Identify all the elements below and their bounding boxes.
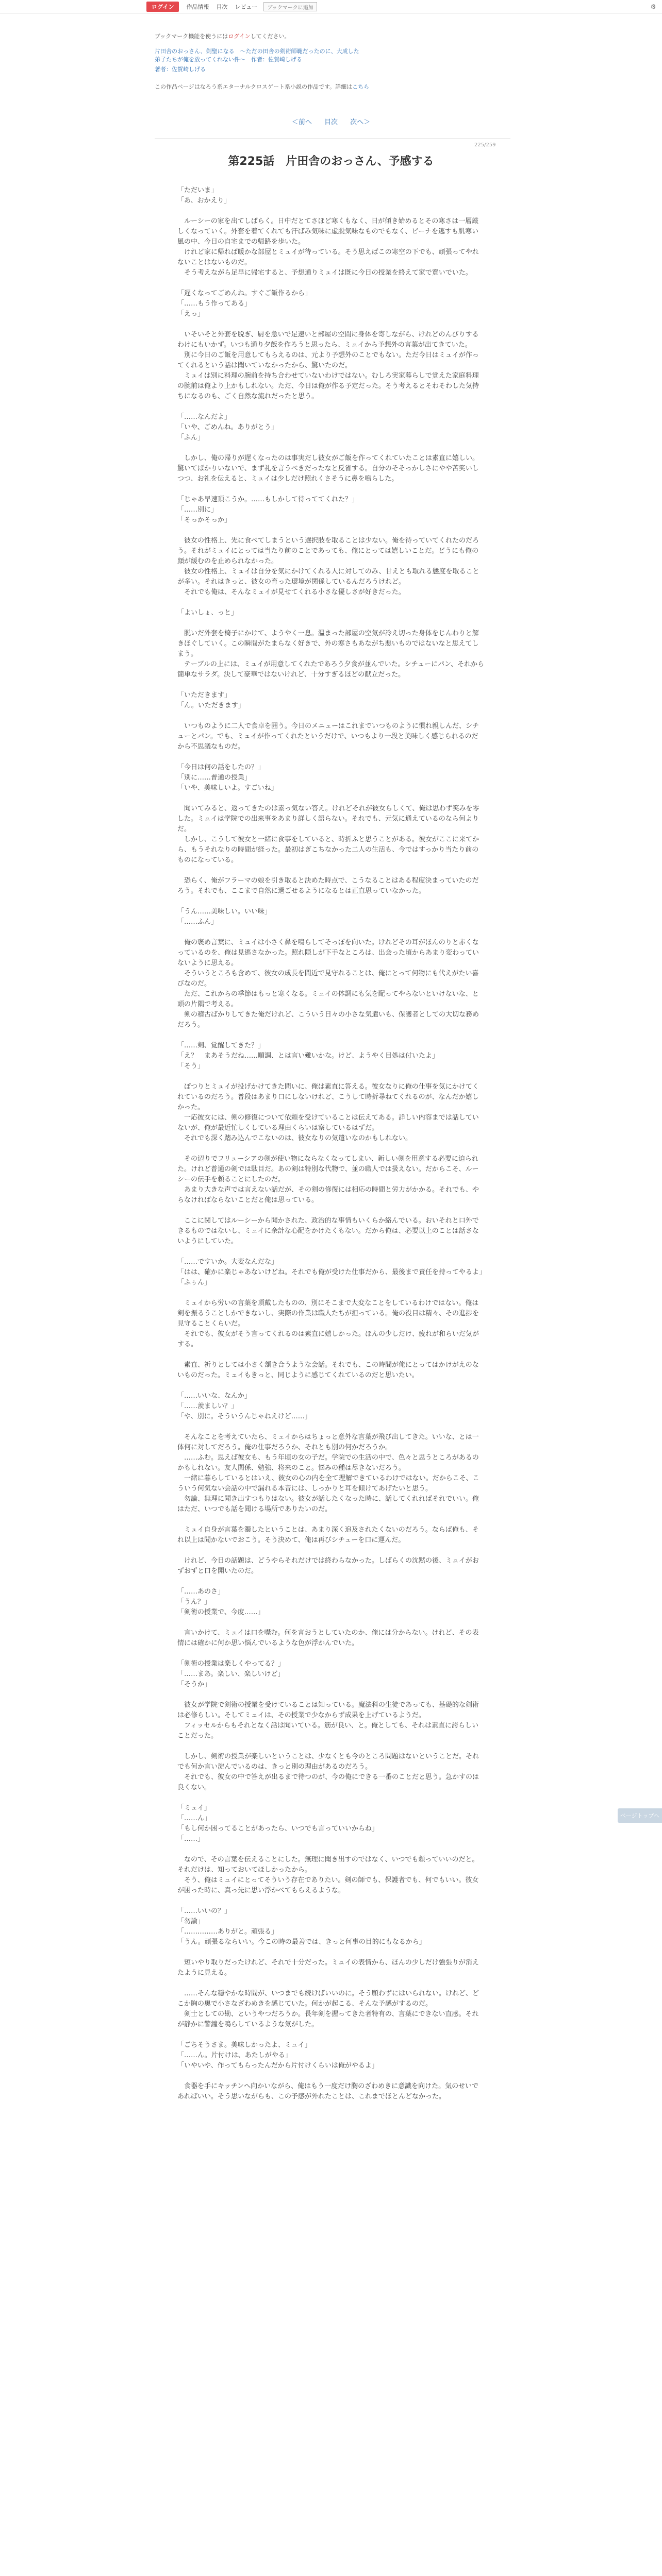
login-button[interactable]: ログイン xyxy=(146,2,179,12)
paragraph xyxy=(177,443,485,453)
paragraph: ミュイは別に料理の腕前を持ち合わせていないわけではない。むしろ実家暮らしで覚えた家庭料理の腕前は俺より上かもしれない。ただ、今日は俺が作る予定だった。そう考えるとそわそわした気持ちになるのも、ごく自然な流れだったと思う。 xyxy=(177,372,479,400)
paragraph: それでも、彼女がそう言ってくれるのは素直に嬉しかった。ほんの少しだけ、疲れが和らいだ気がする。 xyxy=(177,1330,479,1348)
paragraph xyxy=(177,319,485,330)
header-divider xyxy=(155,138,510,139)
bookmark-button[interactable]: ブックマークに追加 xyxy=(263,2,317,11)
paragraph xyxy=(177,1381,485,1391)
paragraph: 俺の褒め言葉に、ミュイは小さく鼻を鳴らしてそっぽを向いた。けれどその耳がほんのりと赤くなっているのを、俺は見逃さなかった。照れ隠しが下手なところは、出会った頃からあまり変わっていないように思える。 xyxy=(177,939,479,967)
paragraph: 「えっ」 xyxy=(177,310,205,318)
paragraph: 「ふん」 xyxy=(177,434,205,442)
paragraph xyxy=(177,1844,485,1855)
paragraph: 「……ですいか。大変なんだな」 xyxy=(177,1258,278,1266)
paragraph: 「遅くなってごめんね。すぐご飯作るから」 xyxy=(177,290,312,297)
paragraph: 「……いいの？」 xyxy=(177,1907,231,1915)
paragraph: 「いや、ごめんね。ありがとう」 xyxy=(177,423,278,431)
next-chapter-link[interactable]: 次へ＞ xyxy=(350,118,371,126)
top-bar-nav xyxy=(146,2,317,12)
novel-header xyxy=(155,32,510,91)
paragraph: いそいそと外套を脱ぎ、厨を急いで足速いと部屋の空間に身体を寄しながら、けれどのんびりするわけにもいかず。いつも通り夕飯を作ろうと思ったら、ミュイから予想外の言葉が出てきていた。 xyxy=(177,331,479,349)
chapter-title: 第225話 片田舎のおっさん、予感する xyxy=(228,155,434,168)
paragraph: 「……別に」 xyxy=(177,506,218,514)
paragraph: 一緒に暮らしているとはいえ、彼女の心の内を全て理解できているわけではない。だからこそ、こういう何気ない会話の中で漏れる本音には、しっかりと耳を傾けてあげたいと思う。 xyxy=(177,1475,479,1493)
works-note-text: この作品ページはなろう系エターナルクロスゲート系小説の作品です。詳細は xyxy=(155,83,353,90)
paragraph: その辺りでフリューシアの剣が使い物にならなくなってしまい、新しい剣を用意する必要に迫られた。けれど普通の剣では駄目だ。あの剣は特別な代物で、並の職人では扱えない。だからこそ、ルーシーの伝手を頼ることにしたのだ。 xyxy=(177,1155,479,1183)
paragraph xyxy=(177,752,485,762)
author-link[interactable]: 著者：佐賀崎しげる xyxy=(155,66,206,73)
paragraph xyxy=(177,866,485,876)
paragraph: 脱いだ外套を椅子にかけて、ようやく一息。温まった部屋の空気が冷え切った身体をじんわりと解きほぐしていく。この瞬間がたまらなく好きで、外の寒さもあながち悪いものではないなと思えてしまう。 xyxy=(177,630,479,658)
paragraph: 「じゃあ早速頂こうか。……もしかして待っててくれた？」 xyxy=(177,496,359,503)
paragraph: 剣士としての勘、というやつだろうか。長年剣を握ってきた者特有の、言葉にできない直感。それが静かに警鐘を鳴らしているような気がした。 xyxy=(177,2010,479,2028)
paragraph xyxy=(177,598,485,608)
paragraph: けれど家に帰れば暖かな部屋とミュイが待っている。そう思えばこの寒空の下でも、頑張ってやれないことはないものだ。 xyxy=(177,248,479,266)
paragraph xyxy=(177,484,485,495)
paragraph: そんなことを考えていたら、ミュイからはちょっと意外な言葉が飛び出してきた。いいな、とは一体何に対してだろう。俺の仕事だろうか、それとも別の何かだろうか。 xyxy=(177,1433,479,1451)
paragraph: 「うん？」 xyxy=(177,1598,211,1606)
paragraph: 「勿論」 xyxy=(177,1918,205,1925)
paragraph xyxy=(177,793,485,804)
paragraph: 「そうか」 xyxy=(177,1681,211,1688)
paragraph: 「……ん。片付けは、あたしがやる」 xyxy=(177,2052,292,2059)
paragraph: ミュイ自身が言葉を濁したということは、あまり深く追及されたくないのだろう。ならば俺も、それ以上は聞かないでおこう。そう決めて、俺は再びシチューを口に運んだ。 xyxy=(177,1526,479,1544)
prev-chapter-link[interactable]: ＜前へ xyxy=(291,118,312,126)
paragraph xyxy=(177,1350,485,1360)
login-notice-link[interactable]: ログイン xyxy=(228,33,251,40)
paragraph: ……ふむ。思えば彼女も、もう年頃の女の子だ。学院での生活の中で、色々と思うところがあるのかもしれない。友人関係、勉強、将来のこと。悩みの種は尽きないだろう。 xyxy=(177,1454,479,1472)
paragraph: 「……まあ。楽しい、楽しいけど」 xyxy=(177,1670,285,1678)
paragraph xyxy=(177,618,485,629)
paragraph: ミュイから労いの言葉を頂戴したものの、別にそこまで大変なことをしているわけではない。俺は剣を振るうことしかできないし、実際の作業は職人たちが担っている。俺の役目は精々、その進捗を見守ることくらいだ。 xyxy=(177,1299,479,1328)
paragraph: そういうところも含めて、彼女の成長を間近で見守れることは、俺にとって何物にも代えがたい喜びなのだ。 xyxy=(177,970,479,988)
paragraph: いつものように二人で食卓を囲う。今日のメニューはこれまでいつものように慣れ親しんだ、シチューとパン。でも、ミュイが作ってくれたというだけで、いつもより一段と美味しく感じられるのだから不思議なものだ。 xyxy=(177,722,479,751)
paragraph xyxy=(177,1030,485,1041)
paragraph: 彼女の性格上、ミュイは自分を気にかけてくれる人に対してのみ、甘えとも取れる態度を取ることが多い。それはきっと、彼女の育った環境が関係しているんだろうけれど。 xyxy=(177,568,479,586)
paragraph: 「……いいな、なんか」 xyxy=(177,1392,252,1400)
works-note xyxy=(155,82,510,91)
paragraph: 「……」 xyxy=(177,1835,205,1843)
paragraph xyxy=(177,1978,485,1989)
novel-body xyxy=(177,185,485,2102)
paragraph: 「……なんだよ」 xyxy=(177,413,231,421)
chapter-number: 225/259 xyxy=(474,142,496,148)
paragraph: 食器を手にキッチンへ向かいながら、俺はもう一度だけ胸のざわめきに意識を向けた。気のせいであればいい。そう思いながらも、この予感が外れたことは、これまでほとんどなかった。 xyxy=(177,2082,479,2100)
paragraph: ……そんな穏やかな時間が、いつまでも続けばいいのに。そう願わずにはいられない。けれど、どこか胸の奥で小さなざわめきを感じていた。何かが起こる、そんな予感がするのだ。 xyxy=(177,1990,479,2008)
login-notice-pre: ブックマーク機能を使うには xyxy=(155,33,228,40)
paragraph: 「ただいま」 xyxy=(177,187,218,194)
paragraph xyxy=(177,1546,485,1556)
chapter-pager xyxy=(0,116,662,126)
paragraph xyxy=(177,526,485,536)
paragraph xyxy=(177,1206,485,1216)
paragraph: テーブルの上には、ミュイが用意してくれたであろう夕食が並んでいた。シチューにパン、それから簡単なサラダ。決して豪華ではないけれど、十分すぎるほどの献立だった。 xyxy=(177,660,485,679)
paragraph: 言いかけて、ミュイは口を噤む。何を言おうとしていたのか、俺には分からない。けれど、その表情には確かに何か思い悩んでいるような色が浮かんでいた。 xyxy=(177,1629,479,1647)
paragraph: 「今日は何の話をしたの？」 xyxy=(177,764,265,771)
paragraph: しかし、剣術の授業が楽しいということは、少なくとも今のところ問題はないということだ。それでも何か言い淀んでいるのは、きっと別の理由があるのだろう。 xyxy=(177,1753,479,1771)
paragraph: 「いや、美味しいよ。すごいね」 xyxy=(177,784,278,792)
paragraph xyxy=(177,1649,485,1659)
paragraph xyxy=(177,711,485,721)
paragraph: あまり大きな声では言えない話だが、その剣の修復には相応の時間と労力がかかる。それでも、やらなければならないことだと俺は思っている。 xyxy=(177,1186,479,1204)
paragraph: ここに関してはルーシーから聞かされた、政治的な事情もいくらか絡んでいる。おいそれと口外できるものではないし、ミュイに余計な心配をかけたくもない。だから俺は、必要以上のことは話さないようにしていた。 xyxy=(177,1217,479,1245)
top-bar xyxy=(0,0,662,13)
paragraph: 「別に……普通の授業」 xyxy=(177,774,252,782)
paragraph: 「え？ まあそうだね……順調、とは言い難いかな。けど、ようやく目処は付いたよ」 xyxy=(177,1052,439,1060)
paragraph: 「よいしょ、っと」 xyxy=(177,609,238,617)
paragraph: しかし、こうして彼女と一緒に食事をしていると、時折ふと思うことがある。彼女がここに来てから、もうそれなりの時間が経った。最初はぎこちなかった二人の生活も、今ではすっかり当たり前のものになっている。 xyxy=(177,836,479,864)
paragraph: 恐らく、俺がフラーマの娘を引き取ると決めた時点で、こうなることはある程度決まっていたのだろう。それでも、ここまで自然に過ごせるようになるとは正直思っていなかった。 xyxy=(177,877,479,895)
paragraph: 「や、別に。そういうんじゃねえけど……」 xyxy=(177,1413,311,1420)
paragraph: 「うん……美味しい。いい味」 xyxy=(177,908,272,916)
paragraph: それでも深く踏み込んでこないのは、彼女なりの気遣いなのかもしれない。 xyxy=(177,1134,412,1142)
paragraph: 「ん。いただきます」 xyxy=(177,702,245,709)
paragraph: それでも俺は、そんなミュイが見せてくれる小さな優しさが好きだった。 xyxy=(177,588,405,596)
paragraph: 別に今日のご飯を用意してもらえるのは、元より予想外のことでもない。ただ今日はミュイが作ってくれるという話は聞いていなかったから、驚いたのだ。 xyxy=(177,351,479,369)
paragraph xyxy=(177,1741,485,1752)
paragraph: 「……ん」 xyxy=(177,1815,211,1822)
paragraph xyxy=(177,1618,485,1628)
paragraph xyxy=(177,1144,485,1154)
novel-title-link[interactable]: 片田舎のおっさん、剣聖になる ～ただの田舎の剣術師範だったのに、大成した弟子たちが俺を放ってくれない件～ 作者：佐賀崎しげる xyxy=(155,48,359,63)
toc-link[interactable]: 目次 xyxy=(324,118,338,126)
paragraph: 「……………ありがと。頑張る」 xyxy=(177,1928,278,1936)
paragraph: そう考えながら足早に帰宅すると、予想通りミュイは既に今日の授業を終えて家で寛いでいた。 xyxy=(177,269,472,277)
paragraph: フィッセルからもそれとなく話は聞いている。筋が良い、と。俺としても、それは素直に誇らしいことだった。 xyxy=(177,1722,478,1740)
paragraph: 「いただきます」 xyxy=(177,691,231,699)
paragraph xyxy=(177,278,485,289)
paragraph xyxy=(177,896,485,907)
paragraph: 一応彼女には、剣の修復について依頼を受けていることは伝えてある。詳しい内容までは話していないが、俺が最近忙しくしている理由くらいは察しているはずだ。 xyxy=(177,1114,479,1132)
works-note-link[interactable]: こちら xyxy=(352,83,370,90)
paragraph: 「うん。頑張るならいい。今この時の最善では、きっと何事の目的にもなるから」 xyxy=(177,1938,426,1946)
paragraph: 「……剣、覚醒してきた？」 xyxy=(177,1042,265,1049)
paragraph: それでも、彼女の中で答えが出るまで待つのが、今の俺にできる一番のことだと思う。急かすのは良くない。 xyxy=(177,1773,479,1791)
page-top-button[interactable]: ページトップへ xyxy=(618,1808,662,1823)
paragraph: 聞いてみると、返ってきたのは素っ気ない答え。けれどそれが彼女らしくて、俺は思わず笑みを零した。ミュイは学院での出来事をあまり詳しく語らない。それでも、元気に通えているのなら何よりだ。 xyxy=(177,805,479,833)
paragraph: 「そっかそっか」 xyxy=(177,516,231,524)
paragraph: そう、俺はミュイにとってそういう存在でありたい。剣の師でも、保護者でも、何でもいい。彼女が困った時に、真っ先に思い浮かべてもらえるような。 xyxy=(177,1876,479,1894)
paragraph xyxy=(177,1690,485,1700)
paragraph xyxy=(177,680,485,690)
paragraph: 「もし何か困ってることがあったら、いつでも言っていいからね」 xyxy=(177,1825,378,1833)
paragraph xyxy=(177,1422,485,1432)
paragraph: けれど、今日の話題は、どうやらそれだけでは終わらなかった。しばらくの沈黙の後、ミュイがおずおずと口を開いたのだ。 xyxy=(177,1557,479,1575)
nav-toc[interactable]: 目次 xyxy=(216,4,228,10)
paragraph xyxy=(177,402,485,412)
paragraph: 素直、祈りとしては小さく頷き合うような会話。それでも、この時間が俺にとってはかけがえのないものだった。ミュイもきっと、同じように感じてくれているのだと思いたい。 xyxy=(177,1361,479,1379)
paragraph: 勿論、無理に聞き出すつもりはない。彼女が話したくなった時に、話してくれればそれでいい。俺はただ、いつでも話を聞ける場所でありたいのだ。 xyxy=(177,1495,479,1513)
paragraph: 「ごちそうさま。美味しかったよ、ミュイ」 xyxy=(177,2041,311,2049)
paragraph xyxy=(177,1288,485,1298)
paragraph xyxy=(177,1577,485,1587)
paragraph: 「そう」 xyxy=(177,1062,205,1070)
paragraph xyxy=(177,206,485,216)
paragraph: 「ミュイ」 xyxy=(177,1804,211,1812)
paragraph: 「あ、おかえり」 xyxy=(177,197,231,205)
paragraph: ルーシーの家を出てしばらく。日中だとてさほど寒くもなく、日が傾き始めるとその寒さは一層厳しくなっていく。外套を着てくれても汗ばみ気味に虚脱気味なものでもなく、ビーナを逃すも肌寒い風の中、今日の自宅までの帰路を歩いた。 xyxy=(177,217,479,246)
paragraph xyxy=(177,1793,485,1803)
paragraph: 「剣術の授業は楽しくやってる？」 xyxy=(177,1660,285,1668)
nav-work-info[interactable]: 作品情報 xyxy=(186,4,209,10)
paragraph xyxy=(177,1896,485,1906)
paragraph: なので、その言葉を伝えることにした。無理に聞き出すのではなく、いつでも頼っていいのだと。それだけは、知っておいてほしかったから。 xyxy=(177,1856,479,1874)
paragraph: 「……もう作ってある」 xyxy=(177,300,252,308)
nav-review[interactable]: レビュー xyxy=(235,4,258,10)
paragraph: 「いやいや、作ってもらったんだから片付けくらいは俺がやるよ」 xyxy=(177,2062,378,2070)
paragraph: 剣の稽古ばかりしてきた俺だけれど、こういう日々の小さな気遣いも、保護者としての大切な務めだろう。 xyxy=(177,1011,479,1029)
settings-icon[interactable]: ⚙ xyxy=(650,3,656,10)
paragraph xyxy=(177,1947,485,1958)
paragraph xyxy=(177,2030,485,2040)
paragraph: 彼女が学院で剣術の授業を受けていることは知っている。魔法科の生徒であっても、基礎的な剣術は必修らしい。そしてミュイは、その授業で少なからず成果を上げているようだ。 xyxy=(177,1701,479,1719)
paragraph: 彼女の性格上、先に食べてしまうという選択肢を取ることは少ない。俺を待っていてくれたのだろう。それがミュイにとっては当たり前のことであっても、俺にとっては嬉しいことだ。どうにも俺の顔が緩むのを止められなかった。 xyxy=(177,537,479,565)
paragraph xyxy=(177,2071,485,2081)
paragraph xyxy=(177,1072,485,1082)
paragraph: しかし、俺の帰りが遅くなったのは事実だし彼女がご飯を作ってくれていたことは素直に嬉しい。驚いてばかりいないで、まず礼を言うべきだったなと反省する。自分のそそっかしさにやや苦笑いしつつ、お礼を伝えると、ミュイは少しだけ照れくさそうに鼻を鳴らした。 xyxy=(177,454,479,483)
paragraph xyxy=(177,1247,485,1257)
paragraph: 「はは、確かに楽じゃあないけどね。それでも俺が受けた仕事だから、最後まで責任を持ってやるよ」 xyxy=(177,1268,486,1276)
paragraph: 短いやり取りだったけれど、それで十分だった。ミュイの表情から、ほんの少しだけ強張りが消えたように見える。 xyxy=(177,1959,479,1977)
login-notice-post: してください。 xyxy=(250,33,290,40)
paragraph: 「ふぅん」 xyxy=(177,1279,211,1286)
paragraph xyxy=(177,1515,485,1525)
paragraph: 「……あのさ」 xyxy=(177,1588,225,1596)
paragraph: 「……羨ましい？」 xyxy=(177,1402,238,1410)
paragraph: ただ、これからの季節はもっと寒くなる。ミュイの体調にも気を配ってやらないといけないな、と頭の片隅で考える。 xyxy=(177,990,479,1008)
paragraph: 「剣術の授業で、今度……」 xyxy=(177,1608,264,1616)
login-notice xyxy=(155,32,510,40)
paragraph: 「……ふん」 xyxy=(177,918,218,926)
paragraph: ぽつりとミュイが投げかけてきた問いに、俺は素直に答える。彼女なりに俺の仕事を気にかけてくれているのだろう。普段はあまり口にしないけれど、こうして時折尋ねてくれるのが、なんだか嬉しかった。 xyxy=(177,1083,479,1111)
paragraph xyxy=(177,927,485,938)
